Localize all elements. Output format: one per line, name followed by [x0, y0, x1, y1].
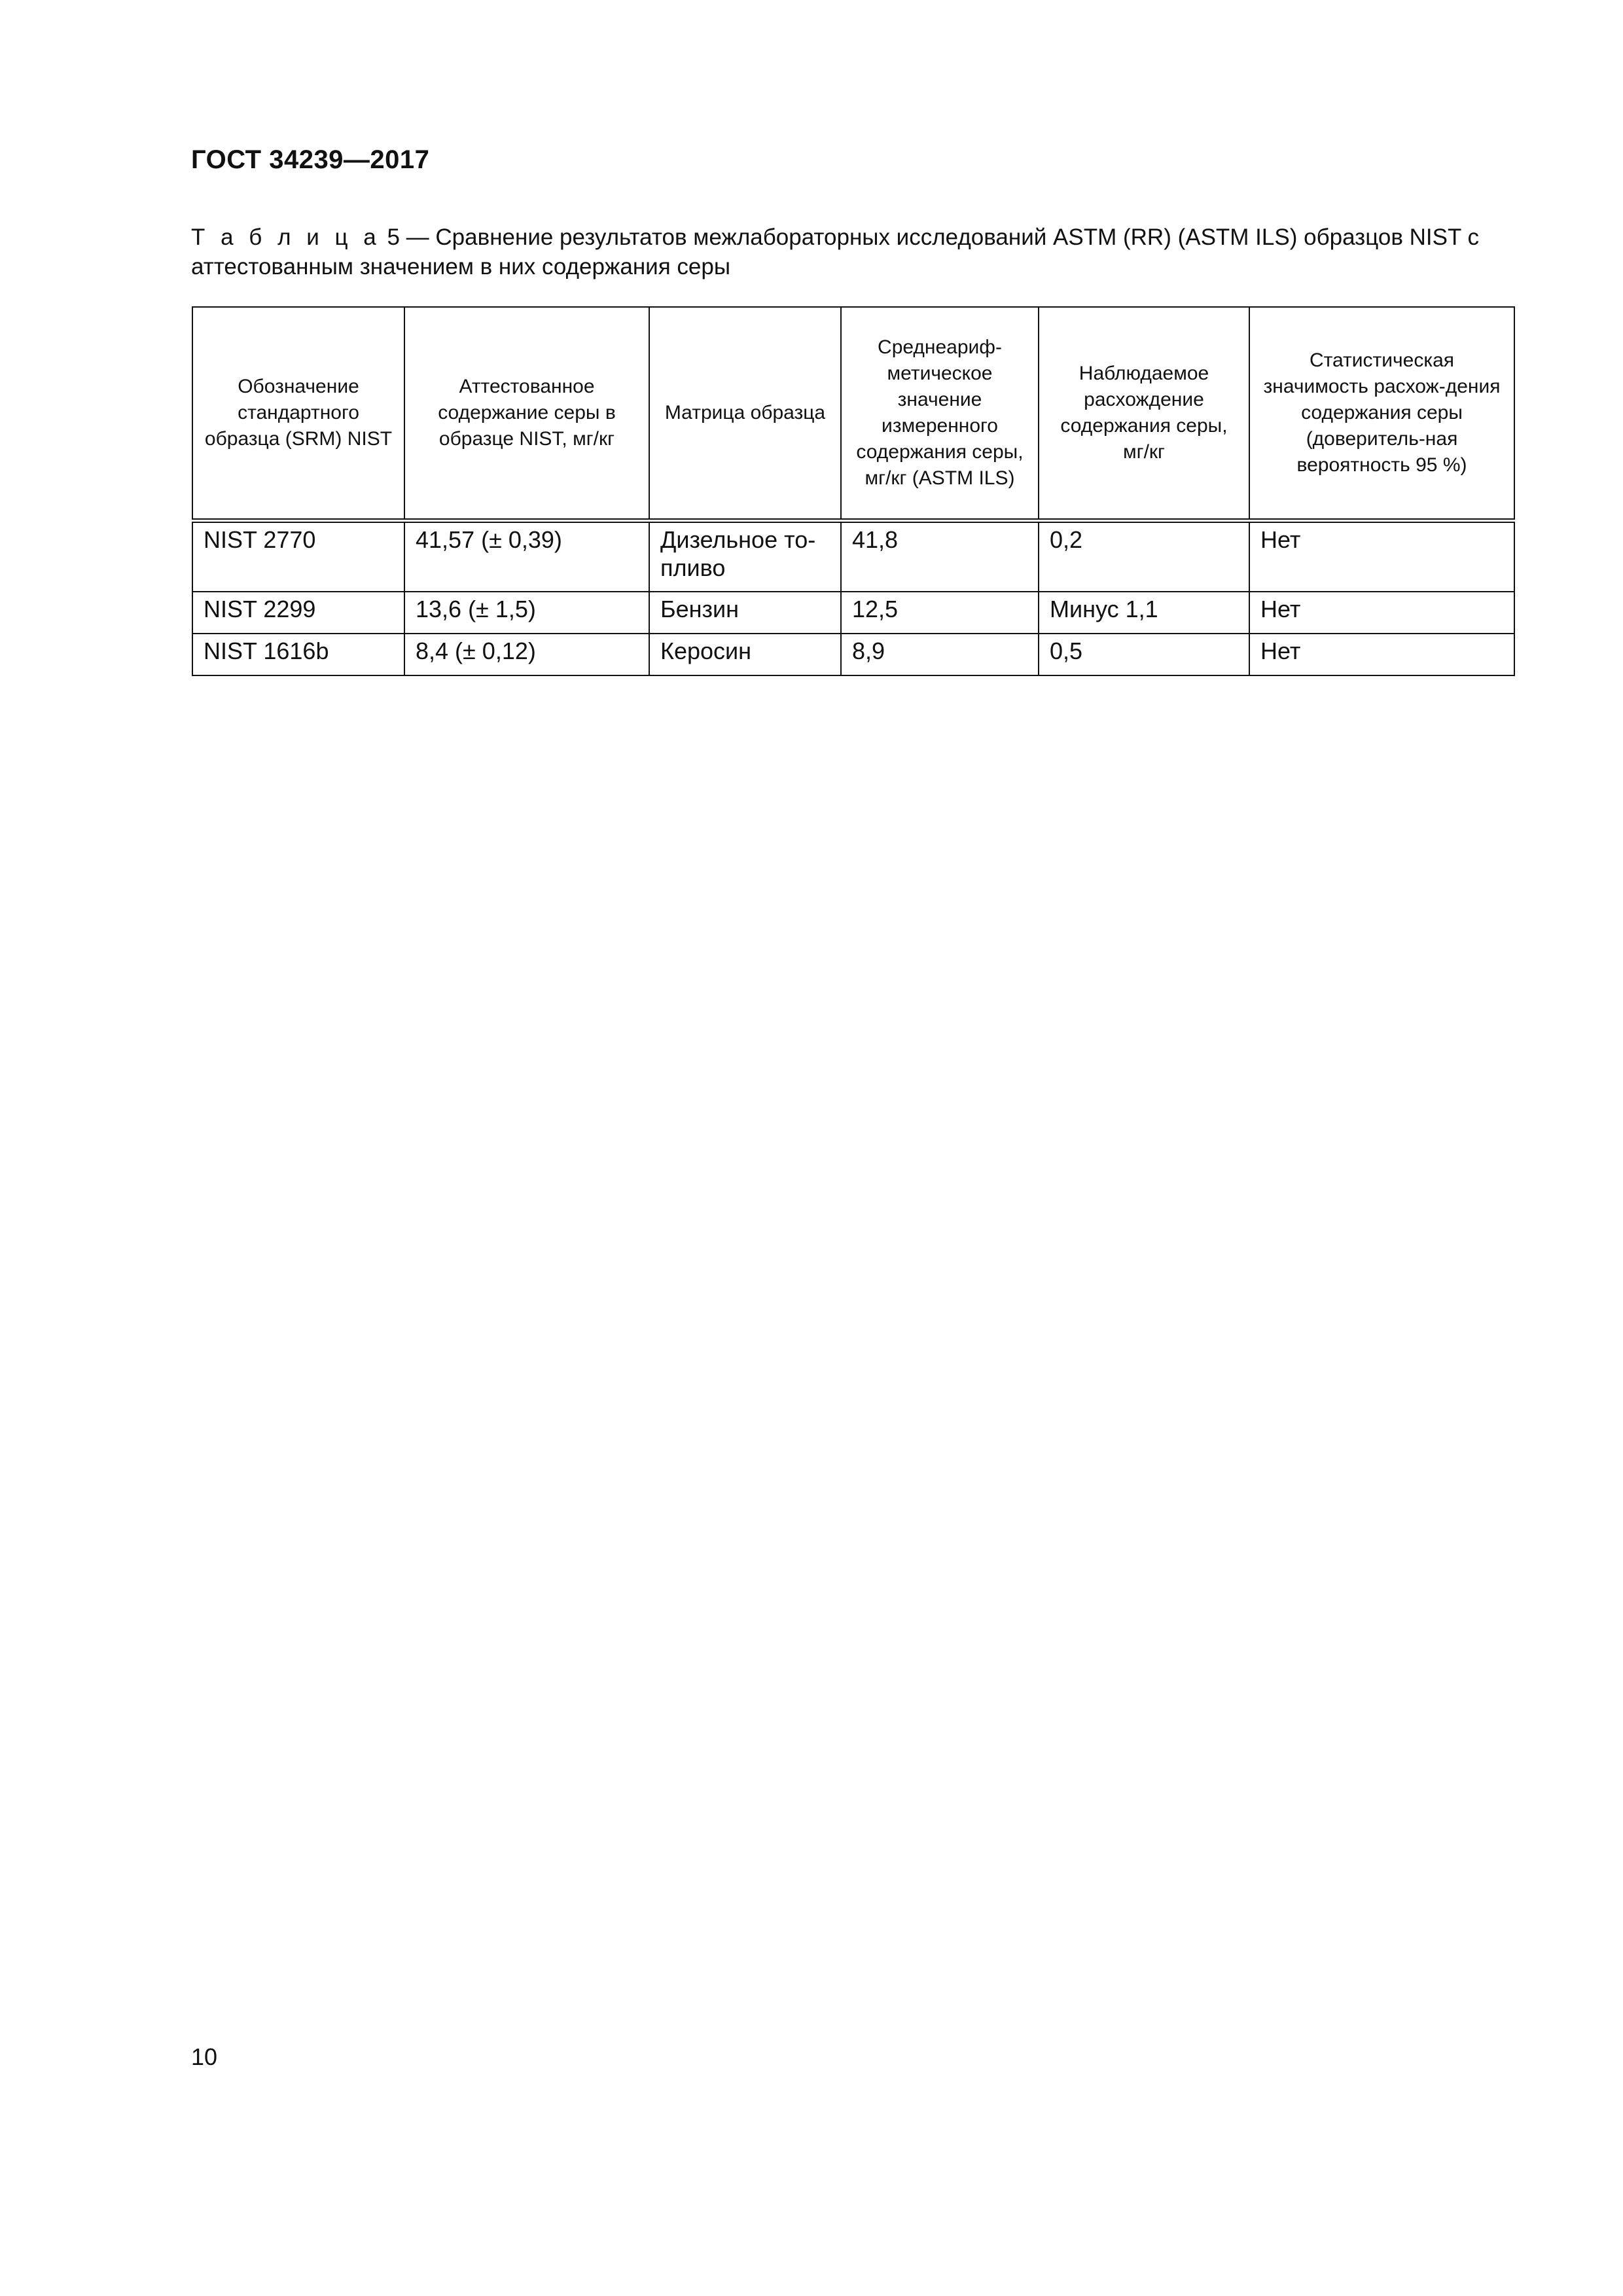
- table-cell: NIST 2770: [192, 521, 404, 592]
- table-caption-label: Т а б л и ц а: [191, 224, 381, 250]
- table-cell: Дизельное то-пливо: [649, 521, 841, 592]
- table-row: [192, 592, 1514, 634]
- header-sample-matrix: Матрица образца: [649, 307, 841, 521]
- header-statistical-significance: Статистическая значимость расхож-дения содержания серы (доверитель-ная вероятность 95 %): [1249, 307, 1514, 521]
- table-caption-number: 5: [387, 224, 400, 250]
- table-cell: Керосин: [649, 634, 841, 675]
- document-standard-header: ГОСТ 34239—2017: [191, 145, 430, 174]
- page-number: 10: [191, 2043, 218, 2070]
- table-cell: 41,8: [841, 521, 1039, 592]
- header-observed-difference: Наблюдаемое расхождение содержания серы, мг/кг: [1039, 307, 1249, 521]
- table-cell: Минус 1,1: [1039, 592, 1249, 634]
- table-cell: 12,5: [841, 592, 1039, 634]
- table-caption: [191, 223, 1513, 281]
- table-cell: 0,2: [1039, 521, 1249, 592]
- table-cell: NIST 1616b: [192, 634, 404, 675]
- table-cell: 0,5: [1039, 634, 1249, 675]
- table-cell: 41,57 (± 0,39): [404, 521, 649, 592]
- table-cell: NIST 2299: [192, 592, 404, 634]
- header-srm-designation: Обозначение стандартного образца (SRM) NIST: [192, 307, 404, 521]
- table-cell: Нет: [1249, 592, 1514, 634]
- table-cell: Нет: [1249, 634, 1514, 675]
- table-cell: Нет: [1249, 521, 1514, 592]
- table-cell: 13,6 (± 1,5): [404, 592, 649, 634]
- table-header-row: [192, 307, 1514, 521]
- table-cell: 8,9: [841, 634, 1039, 675]
- comparison-table: [192, 306, 1515, 676]
- table-cell: Бензин: [649, 592, 841, 634]
- table-row: [192, 634, 1514, 675]
- table-row: [192, 521, 1514, 592]
- header-mean-measured-sulfur: Среднеариф-метическое значение измеренного содержания серы, мг/кг (ASTM ILS): [841, 307, 1039, 521]
- table-caption-text: — Сравнение результатов межлабораторных исследований ASTM (RR) (ASTM ILS) образцов NIST с аттестованным значением в них содержания серы: [191, 224, 1479, 279]
- header-certified-sulfur: Аттестованное содержание серы в образце NIST, мг/кг: [404, 307, 649, 521]
- table-cell: 8,4 (± 0,12): [404, 634, 649, 675]
